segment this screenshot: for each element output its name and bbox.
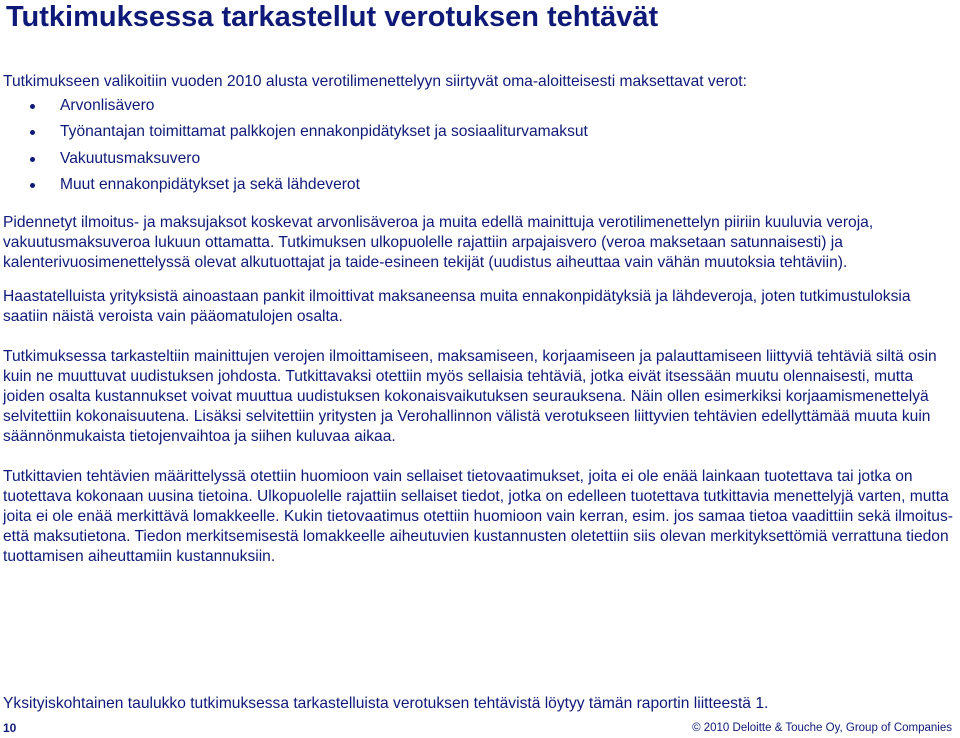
paragraph-requirements: Tutkittavien tehtävien määrittelyssä otettiin huomioon vain sellaiset tietovaatimukset, joita ei ole enää lainkaan tuotettava tai jotka on tuotettava kokonaan uusina tietoina. Ulkopuolelle rajattiin sellaiset tiedot, jotka on edelleen tuotettava tutkittavia menettelyjä varten, mutta joita ei ole enää merkittävä lomakkeelle. Kukin tietovaatimus otettiin huomioon vain kerran, esim. jos samaa tietoa vaadittiin sekä ilmoitus- että maksutietona. Tiedon merkitsemisestä lomakkeelle aiheutuvien kustannusten oletettiin siis olevan merkityksettömiä verrattuna tiedon tuottamisen aiheuttamiin kustannuksiin. xyxy=(3,468,953,566)
bullet-icon xyxy=(30,104,35,109)
paragraph-tasks: Tutkimuksessa tarkasteltiin mainittujen verojen ilmoittamiseen, maksamiseen, korjaamiseen ja palauttamiseen liittyviä tehtäviä siltä osin kuin ne muuttuvat uudistuksen johdosta. Tutkittavaksi otettiin myös sellaisia tehtäviä, jotka eivät itsessään muutu olennaisesti, mutta joiden osalta kustannukset voivat muuttua uudistuksen kokonaisvaikutuksen seurauksena. Näin ollen esimerkiksi korjaamismenettelyä selvitettiin kokonaisuutena. Lisäksi selvitettiin yritysten ja Verohallinnon välistä verotukseen liittyvien tehtävien edellyttämää muuta kuin säännönmukaista tietojenvaihtoa ja siihen kuluvaa aikaa. xyxy=(3,348,937,446)
tax-list xyxy=(3,96,955,195)
bullet-icon xyxy=(30,183,35,188)
page-number: 10 xyxy=(3,721,17,735)
list-item xyxy=(3,149,955,169)
bullet-icon xyxy=(30,157,35,162)
list-item xyxy=(3,122,955,142)
page-title: Tutkimuksessa tarkastellut verotuksen tehtävät xyxy=(6,1,659,33)
intro-text: Tutkimukseen valikoitiin vuoden 2010 alusta verotilimenettelyyn siirtyvät oma-aloitteisesti maksettavat verot: xyxy=(3,73,747,90)
list-item xyxy=(3,96,955,116)
appendix-note: Yksityiskohtainen taulukko tutkimuksessa tarkastelluista verotuksen tehtävistä löytyy tämän raportin liitteestä 1. xyxy=(3,695,769,712)
list-item-text: Vakuutusmaksuvero xyxy=(60,149,201,167)
document-body xyxy=(3,72,955,567)
bullet-icon xyxy=(30,130,35,135)
list-item-text: Muut ennakonpidätykset ja sekä lähdeverot xyxy=(60,176,360,194)
list-item-text: Arvonlisävero xyxy=(60,97,155,114)
list-item-text: Työnantajan toimittamat palkkojen ennakonpidätykset ja sosiaaliturvamaksut xyxy=(60,123,588,141)
copyright-notice: © 2010 Deloitte & Touche Oy, Group of Companies xyxy=(692,722,952,734)
list-item xyxy=(3,175,955,195)
paragraph-interviews: Haastatelluista yrityksistä ainoastaan pankit ilmoittivat maksaneensa muita ennakonpidätyksiä ja lähdeveroja, joten tutkimustuloksia saatiin näistä veroista vain pääomatulojen osalta. xyxy=(3,288,911,326)
paragraph-scope: Pidennetyt ilmoitus- ja maksujaksot koskevat arvonlisäveroa ja muita edellä mainittuja verotilimenettelyn piiriin kuuluvia veroja, vakuutusmaksuveroa lukuun ottamatta. Tutkimuksen ulkopuolelle rajattiin arpajaisvero (veroa maksetaan satunnaisesti) ja kalenterivuosimenettelyssä olevat alkutuottajat ja taide-esineen tekijät (uudistus aiheuttaa vain vähän muutoksia tehtäviin). xyxy=(3,214,874,272)
